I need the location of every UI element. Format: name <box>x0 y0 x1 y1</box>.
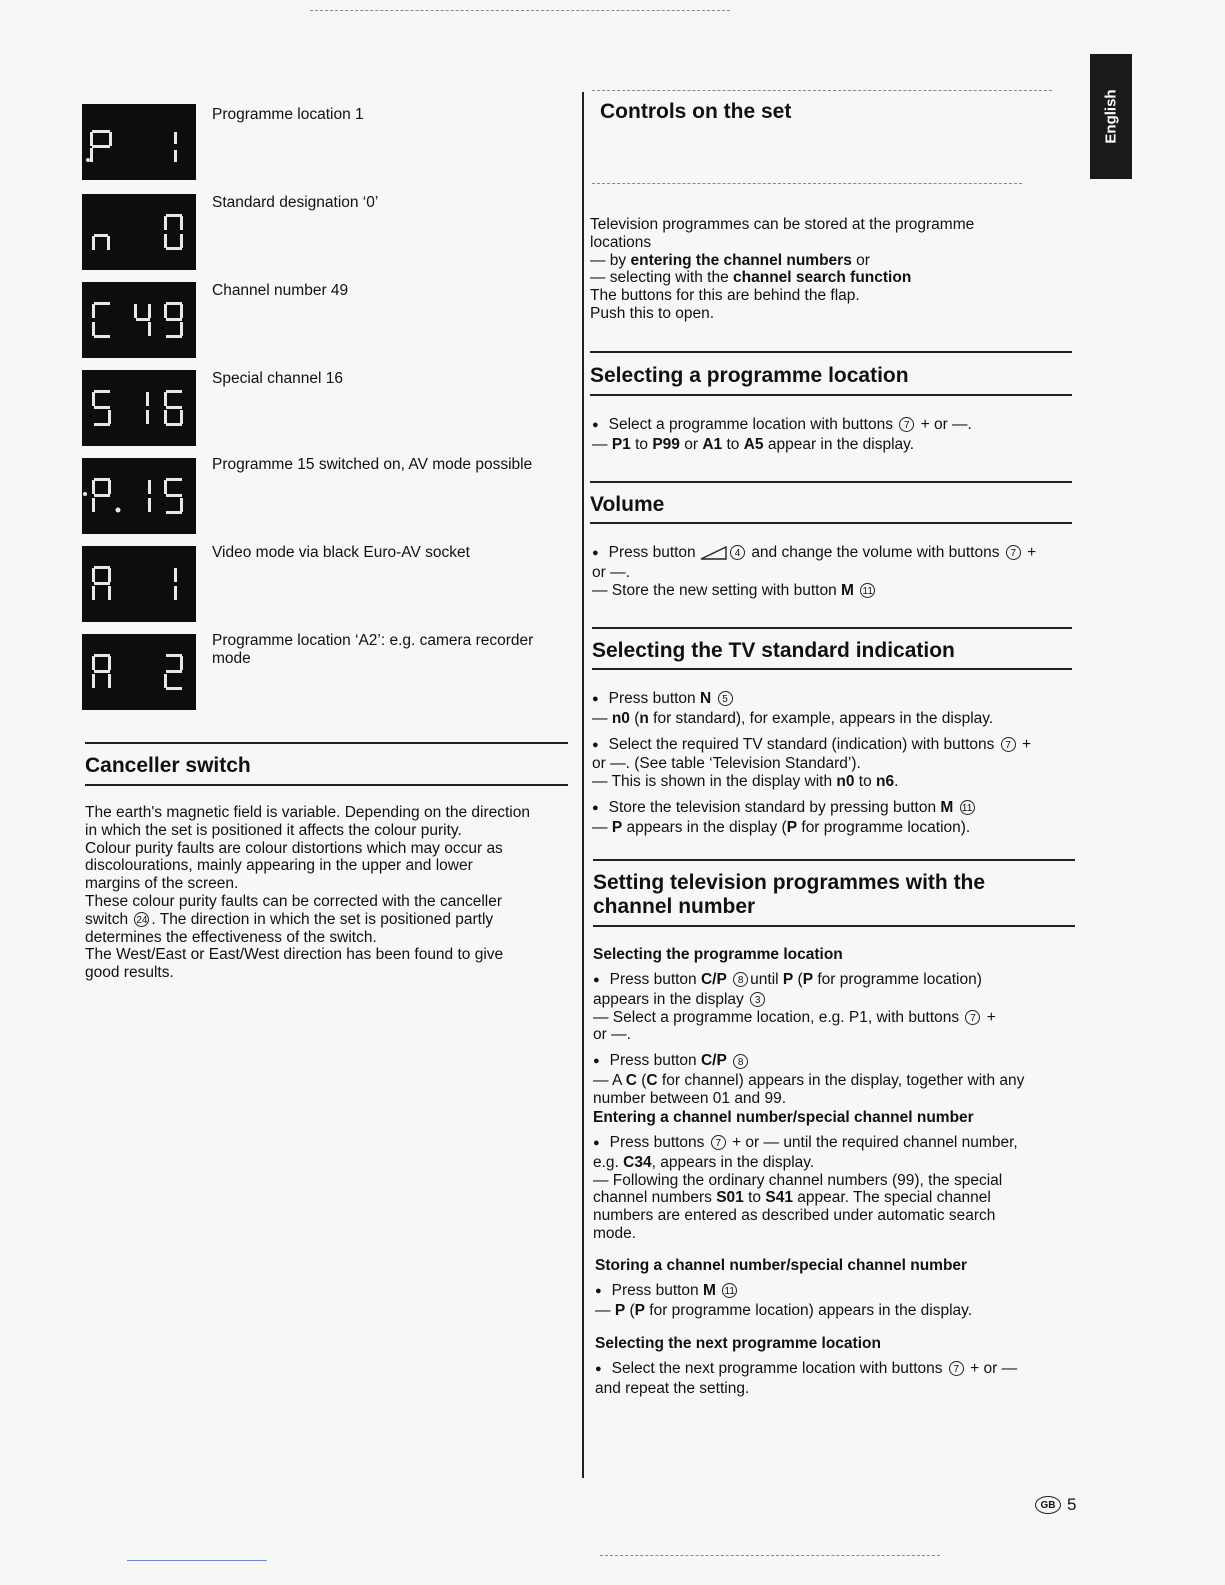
body-text: — Select a programme location, e.g. P1, with buttons <box>593 1008 960 1026</box>
button-number-icon: 7 <box>711 1135 726 1150</box>
body-line: Push this to open. <box>590 304 715 322</box>
body-bold: n6 <box>876 773 895 791</box>
bullet-line <box>592 690 1072 710</box>
body-text: for programme location). <box>797 818 971 836</box>
bullet-line <box>592 799 1072 819</box>
body-text: Press button <box>608 690 700 707</box>
body-text: — <box>595 1301 615 1319</box>
body-line <box>85 911 575 929</box>
body-bold: n <box>639 709 649 727</box>
seven-segment-s16-icon <box>82 370 196 446</box>
body-line: and repeat the setting. <box>595 1379 750 1397</box>
tvstd-title: Selecting the TV standard indication <box>592 639 955 662</box>
body-bold: P <box>786 818 798 836</box>
subheading: Selecting the programme location <box>593 946 843 963</box>
body-bold: P <box>614 1301 626 1319</box>
body-bold: n0 <box>611 709 630 727</box>
section-rule <box>593 925 1075 927</box>
bullet-line <box>592 416 1072 436</box>
body-line: number between 01 and 99. <box>593 1089 787 1107</box>
body-bold: n0 <box>836 773 855 791</box>
body-line: These colour purity faults can be corrected with the canceller <box>85 892 502 910</box>
body-bold: M <box>940 798 954 816</box>
body-line: — Following the ordinary channel numbers (99), the special <box>593 1171 1003 1189</box>
scan-artifact <box>592 183 1022 185</box>
body-line: discolourations, mainly appearing in the upper and lower <box>85 857 473 875</box>
body-line <box>592 710 1072 728</box>
body-line: locations <box>590 233 652 251</box>
body-text: for channel) appears in the display, together with any <box>657 1071 1025 1089</box>
body-bold: C/P <box>700 971 727 988</box>
body-bold: C/P <box>700 1052 727 1070</box>
body-text: ( <box>629 709 640 727</box>
body-text: . <box>894 773 899 791</box>
body-text: . The direction in which the set is positioned partly <box>151 910 494 928</box>
body-text: ( <box>636 1071 647 1089</box>
body-text: ( <box>625 1301 635 1319</box>
body-text: for programme location) appears in the display. <box>644 1301 973 1319</box>
button-number-icon: 11 <box>860 583 875 598</box>
bullet-line <box>595 1360 1075 1380</box>
body-text: Select the next programme location with buttons <box>611 1360 943 1377</box>
lcd-display-p15 <box>82 458 196 534</box>
body-text: to <box>743 1189 766 1207</box>
body-text: appears in the display ( <box>622 818 787 836</box>
lcd-caption: Programme location ‘A2’: e.g. camera recorder mode <box>212 632 534 667</box>
button-number-icon: 11 <box>960 800 975 815</box>
body-text: — Store the new setting with button <box>592 581 841 599</box>
body-text: Press button <box>611 1282 703 1299</box>
controls-intro <box>590 216 1060 323</box>
body-text: — selecting with the <box>590 269 734 287</box>
button-number-icon: 24 <box>134 912 149 927</box>
setting-store-body <box>595 1282 1075 1320</box>
lcd-caption: Programme location 1 <box>212 106 364 123</box>
body-line <box>593 1189 1073 1207</box>
body-line: margins of the screen. <box>85 875 239 893</box>
tvstd-body <box>592 690 1072 837</box>
section-rule <box>590 351 1072 353</box>
section-rule <box>85 742 568 744</box>
body-text: — A <box>593 1071 626 1089</box>
lcd-display-p1 <box>82 104 196 180</box>
body-bold: C <box>646 1071 658 1089</box>
controls-title: Controls on the set <box>600 100 792 123</box>
button-number-icon: 7 <box>899 417 914 432</box>
body-text: + or —. <box>920 416 972 433</box>
bullet-line <box>592 736 1072 756</box>
body-line: determines the effectiveness of the switch. <box>85 928 377 946</box>
section-rule <box>592 627 1072 629</box>
body-text: , appears in the display. <box>651 1153 815 1171</box>
body-line: or —. <box>593 1026 631 1044</box>
section-rule <box>85 784 568 786</box>
lcd-display-s16 <box>82 370 196 446</box>
body-text: Press button <box>608 544 696 561</box>
body-line <box>592 819 1072 837</box>
body-text: channel numbers <box>593 1189 717 1207</box>
seven-segment-a1-icon <box>82 546 196 622</box>
seven-segment-c49-icon <box>82 282 196 358</box>
body-bold: P99 <box>652 435 680 453</box>
page-number <box>1035 1495 1076 1515</box>
body-bold: C34 <box>623 1153 652 1171</box>
seven-segment-a2-icon <box>82 634 196 710</box>
bullet-line <box>595 1282 1075 1302</box>
button-number-icon: 3 <box>750 992 765 1007</box>
lcd-display-n0 <box>82 194 196 270</box>
body-text: and change the volume with buttons <box>751 544 1000 561</box>
body-bold: N <box>699 690 712 707</box>
body-text: Press button <box>609 1052 701 1070</box>
body-bold: P <box>611 818 623 836</box>
button-number-icon: 7 <box>1001 737 1016 752</box>
scan-artifact <box>592 90 1052 92</box>
section-rule <box>593 859 1075 861</box>
subheading: Selecting the next programme location <box>595 1335 881 1352</box>
lcd-caption: Video mode via black Euro-AV socket <box>212 544 470 561</box>
canceller-body <box>85 804 575 982</box>
seven-segment-n0-icon <box>82 194 196 270</box>
body-bold: M <box>841 581 854 599</box>
scan-artifact <box>600 1555 940 1557</box>
lcd-display-a1 <box>82 546 196 622</box>
body-line <box>590 269 1060 287</box>
button-number-icon: 4 <box>730 545 745 560</box>
body-line <box>590 252 1060 270</box>
lcd-caption: Channel number 49 <box>212 282 349 299</box>
body-text: Store the television standard by pressing button <box>608 798 941 816</box>
title-line: Setting television programmes with the <box>593 871 986 894</box>
body-text: — <box>592 818 612 836</box>
button-number-icon: 8 <box>733 1054 748 1069</box>
body-line: or —. <box>592 563 630 581</box>
body-text: — <box>592 709 612 727</box>
scan-artifact <box>310 10 730 12</box>
subheading: Storing a channel number/special channel number <box>595 1257 968 1274</box>
volume-title: Volume <box>590 493 665 516</box>
body-line: good results. <box>85 964 174 982</box>
body-text: for standard), for example, appears in the display. <box>648 709 994 727</box>
bullet-line <box>593 1052 1073 1072</box>
volume-body <box>592 544 1072 599</box>
lcd-display-c49 <box>82 282 196 358</box>
seven-segment-p15-icon <box>82 458 196 534</box>
body-text: + or — until the required channel number, <box>732 1134 1018 1151</box>
body-text: Select the required TV standard (indication) with buttons <box>608 735 995 753</box>
body-bold: S41 <box>765 1189 793 1207</box>
column-divider <box>582 92 584 1478</box>
title-line: channel number <box>593 895 756 918</box>
body-line <box>592 582 1072 600</box>
body-text: to <box>630 435 653 453</box>
page-number-value: 5 <box>1067 1495 1077 1514</box>
bullet-line <box>593 971 1073 991</box>
body-text: e.g. <box>593 1153 624 1171</box>
body-line: Colour purity faults are colour distortions which may occur as <box>85 839 503 857</box>
body-bold: M <box>702 1282 716 1299</box>
setting-enter-body <box>593 1134 1073 1243</box>
body-bold: A1 <box>702 435 723 453</box>
body-bold: C <box>625 1071 637 1089</box>
body-text: or <box>851 251 870 269</box>
language-tab-label: English <box>1102 89 1120 144</box>
body-text: Select a programme location with buttons <box>608 416 893 433</box>
button-number-icon: 7 <box>949 1361 964 1376</box>
lcd-display-a2 <box>82 634 196 710</box>
seven-segment-p1-icon <box>82 104 196 180</box>
body-text: or <box>679 435 703 453</box>
sel-prog-title: Selecting a programme location <box>590 364 909 387</box>
body-text: for programme location) <box>813 971 982 988</box>
body-text: + <box>986 1008 996 1026</box>
body-text: switch <box>85 910 129 928</box>
button-number-icon: 11 <box>722 1283 737 1298</box>
body-bold: P <box>782 971 794 988</box>
body-text: appear. The special channel <box>792 1189 991 1207</box>
body-text: appears in the display <box>593 990 744 1008</box>
body-text: to <box>854 773 877 791</box>
body-text: + <box>1027 544 1037 561</box>
body-line: Television programmes can be stored at the programme <box>590 216 975 233</box>
bullet-line <box>592 544 1072 564</box>
subheading: Entering a channel number/special channel number <box>593 1109 974 1126</box>
body-text: + <box>1022 735 1032 753</box>
body-text: until <box>750 971 783 988</box>
body-bold: P <box>634 1301 645 1319</box>
body-text: Press buttons <box>609 1134 705 1151</box>
body-bold: P <box>802 971 814 988</box>
setting-title <box>593 871 985 919</box>
body-line: The West/East or East/West direction has been found to give <box>85 946 504 964</box>
body-text: + or — <box>970 1360 1018 1377</box>
body-text: ( <box>793 971 803 988</box>
button-number-icon: 7 <box>965 1010 980 1025</box>
section-rule <box>592 668 1072 670</box>
button-number-icon: 7 <box>1006 545 1021 560</box>
body-text: Press button <box>609 971 701 988</box>
canceller-title: Canceller switch <box>85 754 251 777</box>
bullet-line <box>593 1134 1073 1154</box>
body-bold: entering the channel numbers <box>630 251 852 269</box>
body-line <box>592 773 1072 791</box>
body-bold: channel search function <box>733 269 912 287</box>
lcd-caption: Programme 15 switched on, AV mode possible <box>212 456 533 473</box>
body-bold: P1 <box>611 435 631 453</box>
sel-prog-body <box>592 416 1072 454</box>
body-line: The earth's magnetic field is variable. Depending on the direction <box>85 804 530 821</box>
body-line: or —. (See table ‘Television Standard’). <box>592 755 861 773</box>
body-line: in which the set is positioned it affects the colour purity. <box>85 821 462 839</box>
lcd-caption: Special channel 16 <box>212 370 343 387</box>
gb-badge-icon: GB <box>1035 1496 1061 1514</box>
body-line <box>592 436 1072 454</box>
body-line: numbers are entered as described under automatic search <box>593 1207 996 1225</box>
body-line: mode. <box>593 1224 637 1242</box>
body-text: to <box>722 435 744 453</box>
button-number-icon: 5 <box>718 691 733 706</box>
scan-artifact <box>127 1560 267 1562</box>
setting-next-body <box>595 1360 1075 1398</box>
body-text: — <box>592 435 612 453</box>
body-line <box>593 1009 1073 1027</box>
language-tab <box>1090 54 1132 179</box>
section-rule <box>590 394 1072 396</box>
lcd-caption: Standard designation ‘0’ <box>212 194 379 211</box>
volume-ramp-icon <box>700 546 728 560</box>
setting-select-body <box>593 971 1073 1108</box>
body-text: — by <box>590 251 631 269</box>
body-line: The buttons for this are behind the flap. <box>590 287 860 305</box>
body-line <box>593 991 1073 1009</box>
body-line <box>593 1154 1073 1172</box>
body-bold: A5 <box>743 435 764 453</box>
body-line <box>595 1302 1075 1320</box>
section-rule <box>590 522 1072 524</box>
body-bold: S01 <box>716 1189 744 1207</box>
button-number-icon: 8 <box>733 972 748 987</box>
body-line <box>593 1072 1073 1090</box>
body-text: appear in the display. <box>763 435 915 453</box>
section-rule <box>590 481 1072 483</box>
body-text: — This is shown in the display with <box>592 773 837 791</box>
